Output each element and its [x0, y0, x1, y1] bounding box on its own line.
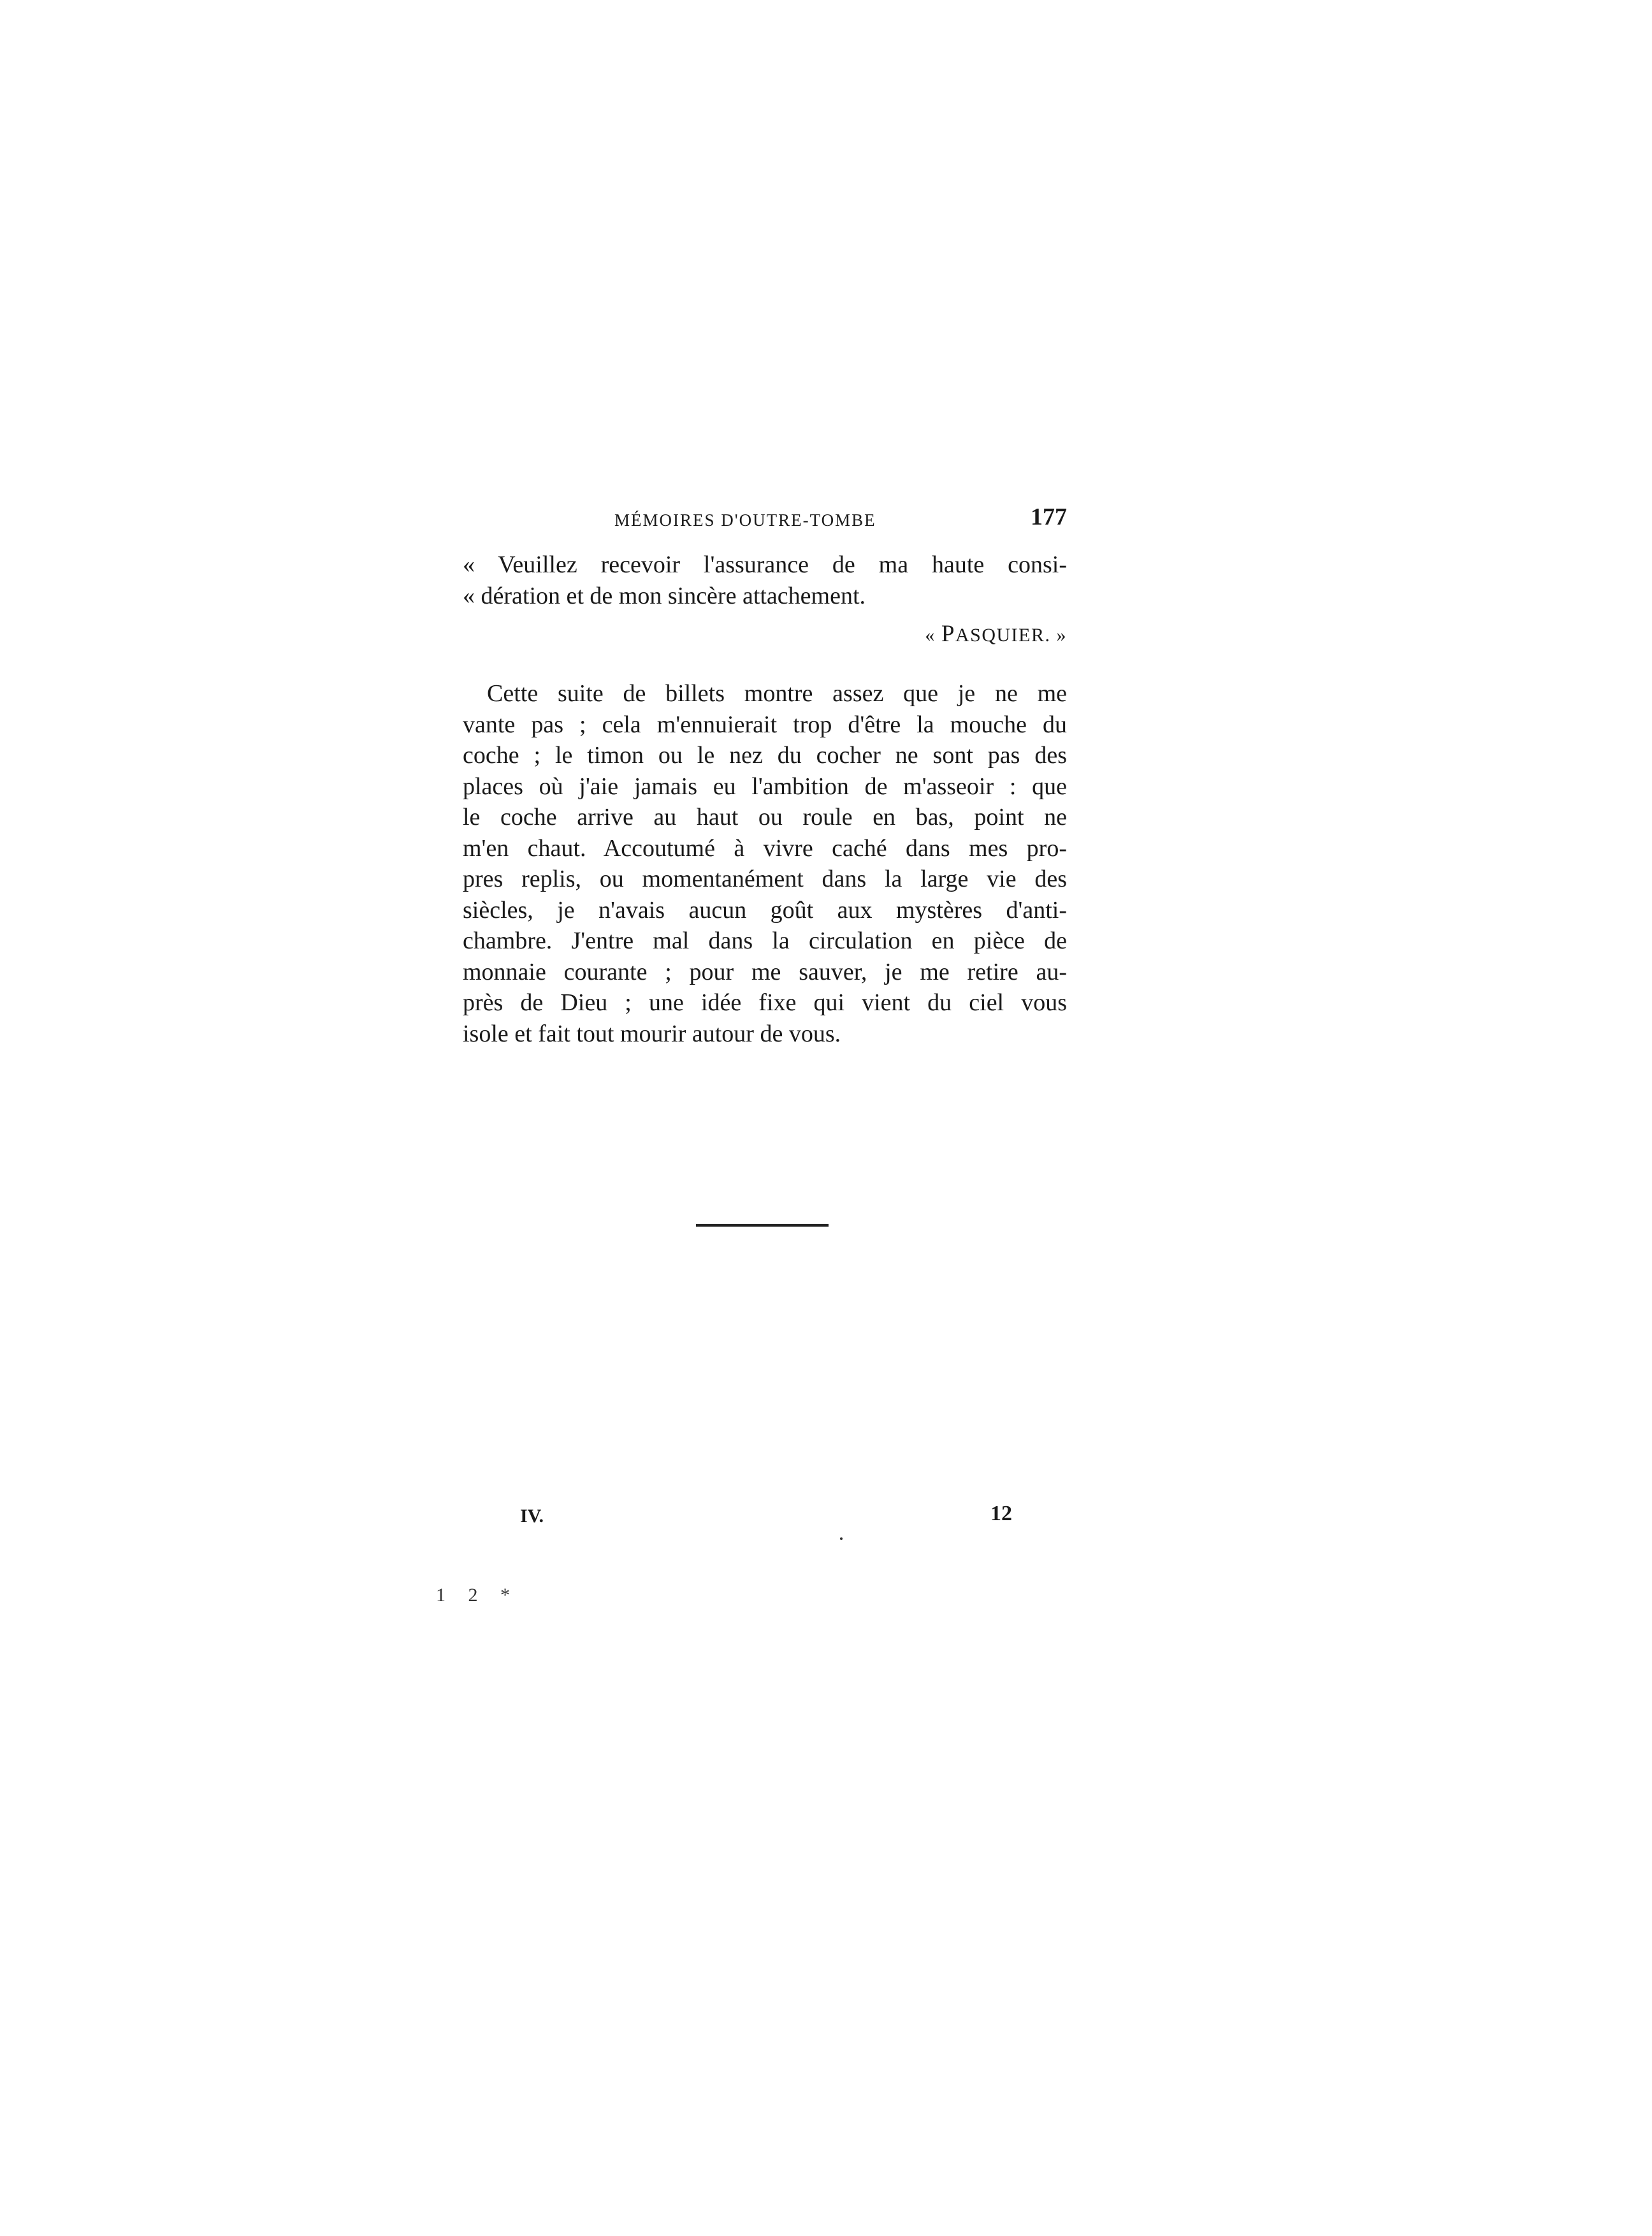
running-title: MÉMOIRES D'OUTRE-TOMBE — [614, 511, 876, 530]
signature-name: ASQUIER. — [955, 625, 1051, 646]
paragraph-line: près de Dieu ; une idée fixe qui vient du ciel vous — [463, 989, 1067, 1016]
paragraph-line: monnaie courante ; pour me sauver, je me retire au- — [463, 958, 1067, 985]
letter-closing — [463, 549, 1067, 611]
page-number: 177 — [1031, 504, 1067, 530]
body-paragraph — [463, 678, 1067, 1049]
ink-speck — [840, 1537, 843, 1540]
signature-close-quote: » — [1050, 625, 1067, 646]
letter-line: « Veuillez recevoir l'assurance de ma haute consi- — [463, 551, 1067, 578]
printer-signature-mark: 12 — [990, 1502, 1012, 1525]
paragraph-line: coche ; le timon ou le nez du cocher ne sont pas des — [463, 742, 1067, 769]
shelf-mark: 1 2 * — [436, 1585, 519, 1606]
volume-mark: IV. — [520, 1506, 544, 1527]
paragraph-line: le coche arrive au haut ou roule en bas, point ne — [463, 804, 1067, 831]
running-head — [463, 505, 1067, 537]
letter-line: « dération et de mon sincère attachement. — [463, 582, 866, 609]
paragraph-line: Cette suite de billets montre assez que je ne me — [487, 680, 1067, 707]
paragraph-line: chambre. J'entre mal dans la circulation en pièce de — [463, 927, 1067, 954]
paragraph-line: pres replis, ou momentanément dans la large vie des — [463, 866, 1067, 892]
paragraph-line: siècles, je n'avais aucun goût aux mystères d'anti- — [463, 896, 1067, 924]
paragraph-line: m'en chaut. Accoutumé à vivre caché dans mes pro- — [463, 834, 1067, 862]
section-end-rule — [696, 1224, 829, 1227]
paragraph-line: places où j'aie jamais eu l'ambition de m'asseoir : que — [463, 773, 1067, 800]
paragraph-line: isole et fait tout mourir autour de vous. — [463, 1020, 841, 1047]
signature-initial: P — [941, 621, 955, 647]
signature-open-quote: « — [925, 625, 941, 646]
paragraph-line: vante pas ; cela m'ennuierait trop d'être la mouche du — [463, 711, 1067, 738]
letter-signature — [925, 620, 1067, 648]
